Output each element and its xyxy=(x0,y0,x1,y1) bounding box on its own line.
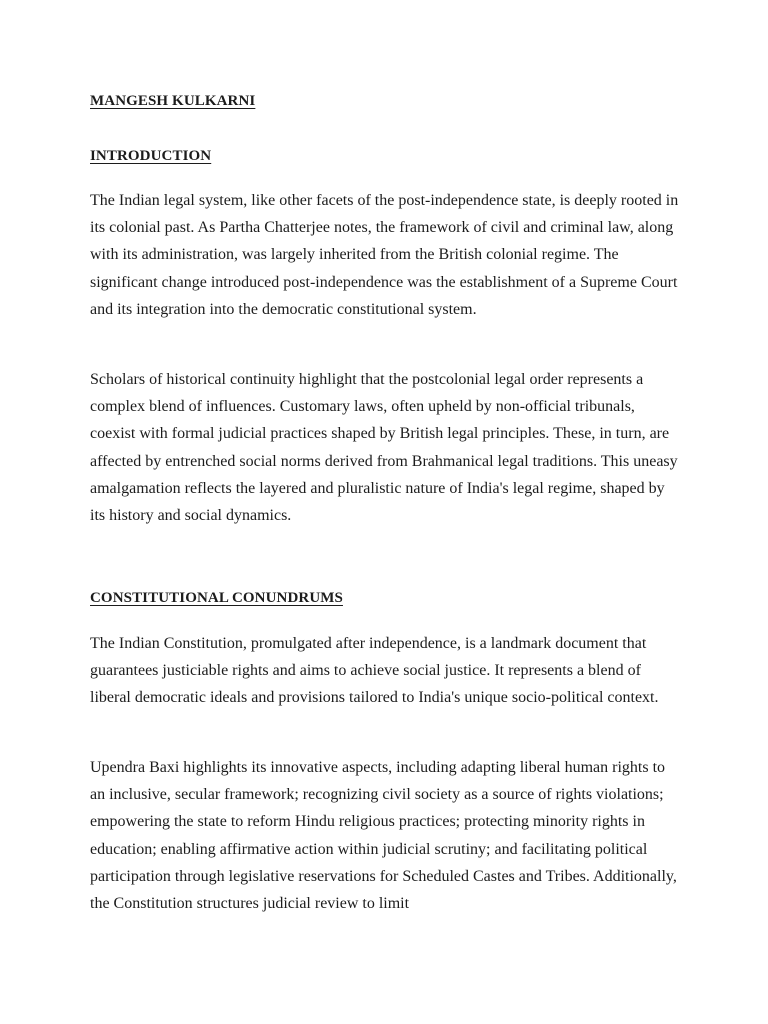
paragraph: Scholars of historical continuity highlight that the postcolonial legal order represents a complex blend of influences. Customary laws, often upheld by non-official tribunals, coexist with formal judicial practices shaped by British legal principles. These, in turn, are affected by entrenched social norms derived from Brahmanical legal traditions. This uneasy amalgamation reflects the layered and pluralistic nature of India's legal regime, shaped by its history and social dynamics. xyxy=(90,371,678,525)
section-heading-constitutional-conundrums: CONSTITUTIONAL CONUNDRUMS xyxy=(90,590,343,606)
paragraph: The Indian Constitution, promulgated after independence, is a landmark document that guarantees justiciable rights and aims to achieve social justice. It represents a blend of liberal democratic ideals and provisions tailored to India's unique socio-political context. xyxy=(90,635,659,707)
paragraph: The Indian legal system, like other facets of the post-independence state, is deeply rooted in its colonial past. As Partha Chatterjee notes, the framework of civil and criminal law, along with its administration, was largely inherited from the British colonial regime. The significant change introduced post-independence was the establishment of a Supreme Court and its integration into the democratic constitutional system. xyxy=(90,192,679,318)
author-name: MANGESH KULKARNI xyxy=(90,93,256,109)
section-heading-introduction: INTRODUCTION xyxy=(90,148,212,164)
paragraph: Upendra Baxi highlights its innovative aspects, including adapting liberal human rights to an inclusive, secular framework; recognizing civil society as a source of rights violations; empowering the state to reform Hindu religious practices; protecting minority rights in education; enabling affirmative action within judicial scrutiny; and facilitating political participation through legislative reservations for Scheduled Castes and Tribes. Additionally, the Constitution structures judicial review to limit xyxy=(90,759,677,913)
